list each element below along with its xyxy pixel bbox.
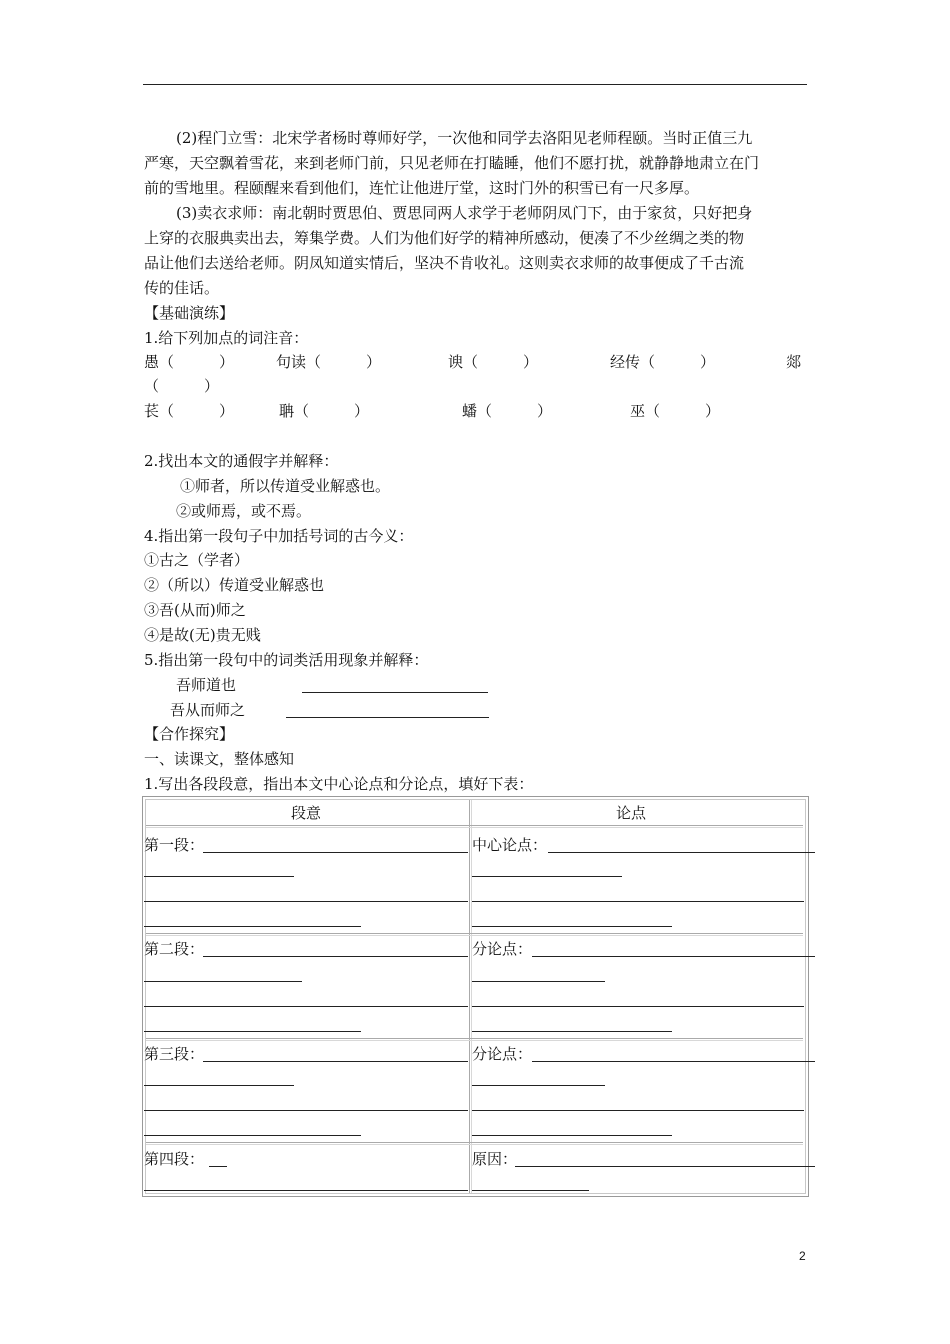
q4-title: 4.指出第一段句子中加括号词的古今义：: [144, 527, 414, 545]
q5-answer-line-1[interactable]: [302, 692, 488, 693]
table-row1-right-label: 中心论点：: [472, 836, 548, 854]
table-row3-right-line[interactable]: [472, 1085, 605, 1086]
q1-item-yu: 愚（ ）: [144, 353, 235, 371]
table-row-divider: [146, 1038, 803, 1039]
table-row2-right-line[interactable]: [472, 1006, 804, 1007]
q1-item-wu: 巫（ ）: [630, 402, 721, 420]
table-header-duanyi: 段意: [291, 804, 322, 822]
table-row3-right-line[interactable]: [532, 1061, 815, 1062]
story-2-line-1: (2)程门立雪：北宋学者杨时尊师好学，一次他和同学去洛阳见老师程颐。当时正值三九: [176, 129, 753, 147]
table-row4-left-label: 第四段：: [144, 1150, 205, 1168]
q2-item-1: ①师者，所以传道受业解惑也。: [180, 477, 391, 495]
table-row2-left-line[interactable]: [144, 981, 302, 982]
table-row3-left-line[interactable]: [144, 1085, 294, 1086]
table-row4-left-line[interactable]: [209, 1166, 227, 1167]
q1-item-pan: 蟠（ ）: [462, 402, 553, 420]
table-header-divider: [146, 825, 803, 826]
story-3-line-3: 品让他们去送给老师。阴凤知道实情后，坚决不肯收礼。这则卖衣求师的故事便成了千古流: [144, 254, 745, 272]
table-row2-left-line[interactable]: [144, 1006, 468, 1007]
q1-item-yu2: 谀（ ）: [448, 353, 539, 371]
table-row-divider: [146, 933, 803, 934]
table-row1-right-line[interactable]: [472, 926, 672, 927]
table-row3-right-label: 分论点：: [472, 1045, 533, 1063]
table-row1-right-line[interactable]: [548, 852, 815, 853]
table-row4-right-line[interactable]: [472, 1190, 589, 1191]
story-3-line-1: (3)卖衣求师：南北朝时贾思伯、贾思同两人求学于老师阴凤门下，由于家贫，只好把身: [176, 204, 753, 222]
q4-item-3: ③吾(从而)师之: [144, 601, 246, 619]
table-row3-left-label: 第三段：: [144, 1045, 205, 1063]
table-row4-right-line[interactable]: [515, 1166, 815, 1167]
table-row2-right-label: 分论点：: [472, 940, 533, 958]
q2-item-2: ②或师焉，或不焉。: [176, 502, 312, 520]
section-basic-heading: 【基础演练】: [144, 304, 235, 322]
q4-item-4: ④是故(无)贵无贱: [144, 626, 261, 644]
table-row1-right-line[interactable]: [472, 876, 622, 877]
table-row2-right-line[interactable]: [532, 956, 815, 957]
q1-item-tan-blank: （ ）: [144, 377, 220, 395]
q1-item-judou: 句读（ ）: [276, 353, 382, 371]
q5-item-2: 吾从而师之: [170, 701, 246, 719]
table-header-lundian: 论点: [616, 804, 647, 822]
table-row1-left-line[interactable]: [203, 852, 468, 853]
table-column-divider: [469, 800, 470, 1193]
page-number: 2: [799, 1249, 806, 1263]
table-row1-right-line[interactable]: [472, 901, 804, 902]
table-row1-left-line[interactable]: [144, 876, 294, 877]
table-row-divider: [146, 1142, 803, 1143]
table-row4-right-label: 原因：: [472, 1150, 518, 1168]
table-row1-left-line[interactable]: [144, 901, 468, 902]
table-intro: 1.写出各段段意，指出本文中心论点和分论点，填好下表：: [144, 775, 534, 793]
summary-table: [142, 796, 809, 1197]
table-row2-right-line[interactable]: [472, 981, 605, 982]
q2-title: 2.找出本文的通假字并解释：: [144, 452, 339, 470]
table-row3-right-line[interactable]: [472, 1110, 804, 1111]
table-row2-right-line[interactable]: [472, 1031, 672, 1032]
table-row3-left-line[interactable]: [144, 1110, 468, 1111]
q5-answer-line-2[interactable]: [286, 717, 489, 718]
table-row3-right-line[interactable]: [472, 1135, 672, 1136]
story-2-line-3: 前的雪地里。程颐醒来看到他们，连忙让他进厅堂，这时门外的积雪已有一尺多厚。: [144, 179, 700, 197]
q1-title: 1.给下列加点的词注音：: [144, 329, 309, 347]
q5-title: 5.指出第一段句中的词类活用现象并解释：: [144, 651, 429, 669]
table-row2-left-label: 第二段：: [144, 940, 205, 958]
story-2-line-2: 严寒，天空飘着雪花，来到老师门前，只见老师在打瞌睡，他们不愿打扰，就静静地肃立在门: [144, 154, 760, 172]
table-row1-left-label: 第一段：: [144, 836, 205, 854]
q1-item-jingzhuan: 经传（ ）: [610, 353, 716, 371]
table-row4-left-line[interactable]: [144, 1190, 468, 1191]
q5-item-1: 吾师道也: [176, 676, 237, 694]
section-coop-heading: 【合作探究】: [144, 725, 235, 743]
table-row3-left-line[interactable]: [144, 1135, 361, 1136]
q4-item-1: ①古之（学者）: [144, 551, 250, 569]
table-row2-left-line[interactable]: [144, 1031, 361, 1032]
table-row1-left-line[interactable]: [144, 926, 361, 927]
header-rule: [143, 84, 807, 85]
q4-item-2: ②（所以）传道受业解惑也: [144, 576, 325, 594]
table-row3-left-line[interactable]: [203, 1061, 468, 1062]
part1-heading: 一、读课文，整体感知: [144, 750, 295, 768]
table-row2-left-line[interactable]: [203, 956, 468, 957]
q1-item-dan: 聃（ ）: [279, 402, 370, 420]
story-3-line-2: 上穿的衣服典卖出去，筹集学费。人们为他们好学的精神所感动，便凑了不少丝绸之类的物: [144, 229, 745, 247]
story-3-line-4: 传的佳话。: [144, 279, 220, 297]
q1-item-chang: 苌（ ）: [144, 402, 235, 420]
q1-item-tan: 郯: [786, 353, 802, 371]
